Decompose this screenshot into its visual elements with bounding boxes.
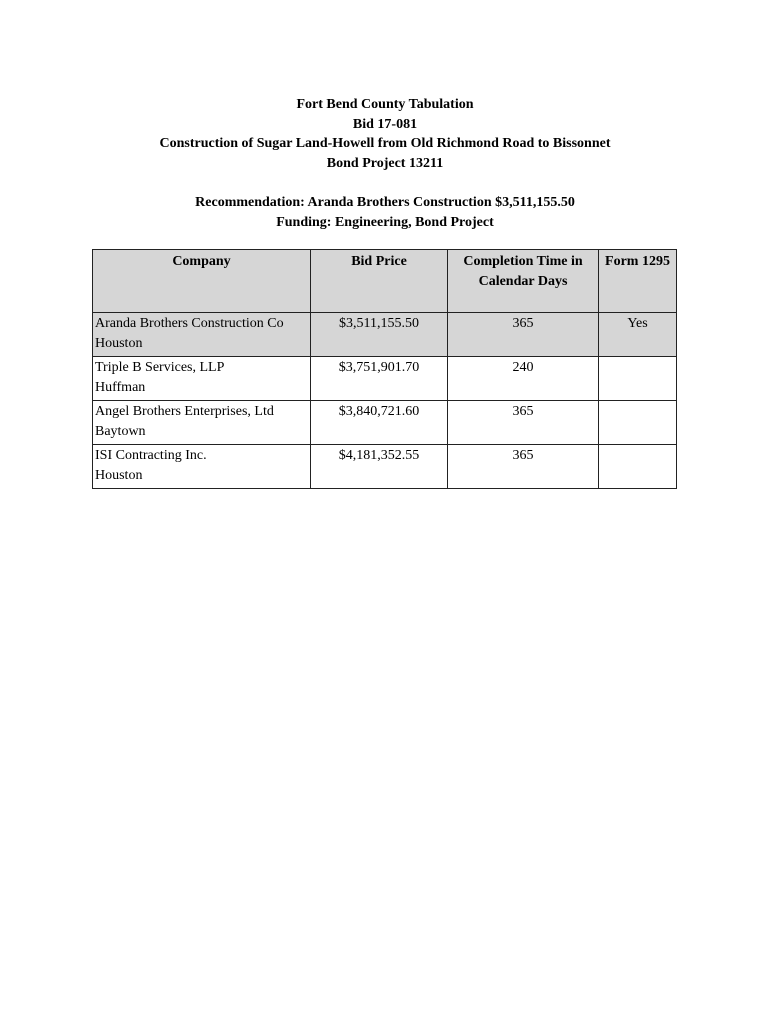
company-name: ISI Contracting Inc.: [95, 448, 207, 463]
company-cell: [93, 445, 311, 489]
table-row: [93, 445, 677, 489]
completion-days-cell: 365: [448, 313, 599, 357]
bid-tabulation-table: [92, 249, 677, 489]
company-cell: [93, 357, 311, 401]
table-row: [93, 401, 677, 445]
company-cell: [93, 313, 311, 357]
table-header-row: [93, 250, 677, 313]
completion-days-cell: 365: [448, 401, 599, 445]
funding-line: Funding: Engineering, Bond Project: [276, 214, 494, 230]
company-name: Angel Brothers Enterprises, Ltd: [95, 404, 274, 419]
column-header-completion-time: Completion Time in Calendar Days: [448, 250, 599, 313]
company-city: Baytown: [95, 424, 146, 439]
bid-price-cell: $3,511,155.50: [311, 313, 448, 357]
project-name: Construction of Sugar Land-Howell from Old Richmond Road to Bissonnet: [159, 136, 611, 151]
document-header: [0, 95, 770, 232]
bid-price-cell: $3,751,901.70: [311, 357, 448, 401]
company-name: Aranda Brothers Construction Co: [95, 316, 284, 331]
company-name: Triple B Services, LLP: [95, 360, 225, 375]
tabulation-title: Fort Bend County Tabulation: [296, 97, 474, 112]
column-header-company: Company: [93, 250, 311, 313]
completion-days-cell: 365: [448, 445, 599, 489]
company-city: Houston: [95, 336, 143, 351]
company-city: Houston: [95, 468, 143, 483]
column-header-bid-price: Bid Price: [311, 250, 448, 313]
bond-project: Bond Project 13211: [326, 155, 444, 171]
form-1295-cell: [599, 357, 677, 401]
table-row: [93, 357, 677, 401]
completion-days-cell: 240: [448, 357, 599, 401]
table-row: [93, 313, 677, 357]
bid-number: Bid 17-081: [352, 116, 418, 132]
recommendation-line: Recommendation: Aranda Brothers Construction $3,511,155.50: [195, 195, 575, 210]
column-header-form-1295: Form 1295: [599, 250, 677, 313]
company-city: Huffman: [95, 380, 146, 395]
bid-price-cell: $4,181,352.55: [311, 445, 448, 489]
form-1295-cell: [599, 401, 677, 445]
bid-price-cell: $3,840,721.60: [311, 401, 448, 445]
form-1295-cell: [599, 445, 677, 489]
form-1295-cell: Yes: [599, 313, 677, 357]
company-cell: [93, 401, 311, 445]
